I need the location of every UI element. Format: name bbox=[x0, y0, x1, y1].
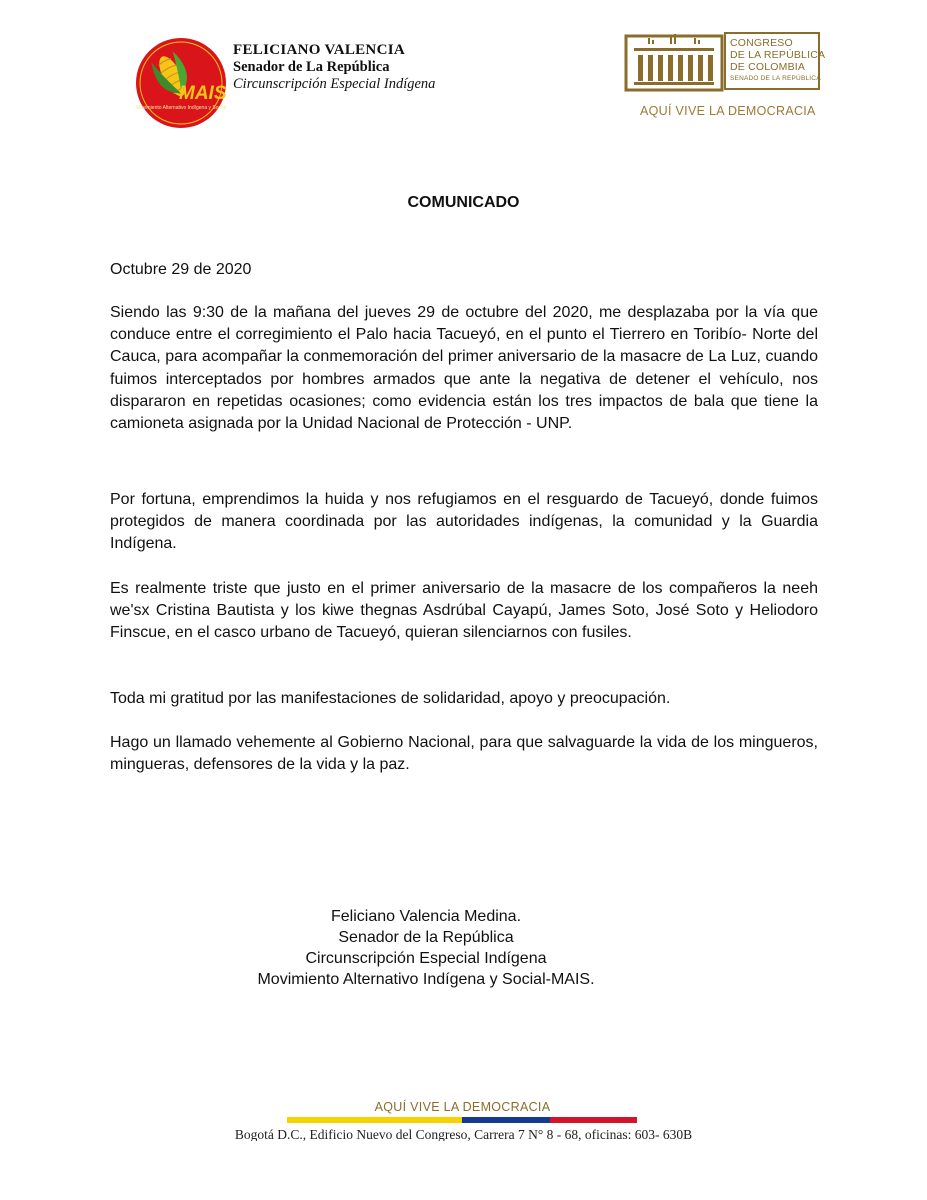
sender-block bbox=[233, 42, 435, 93]
signature-role: Senador de la República bbox=[338, 929, 514, 946]
signature-movement: Movimiento Alternativo Indígena y Social-MAIS. bbox=[257, 971, 595, 988]
congreso-line-3: DE COLOMBIA bbox=[730, 61, 806, 73]
paragraph-2: Por fortuna, emprendimos la huida y nos refugiamos en el resguardo de Tacueyó, donde fuimos protegidos de manera coordinada por las autoridades indígenas, la comunidad y la Guardia Indígena. bbox=[110, 491, 818, 553]
sender-name: FELICIANO VALENCIA bbox=[233, 42, 405, 58]
signature-district: Circunscripción Especial Indígena bbox=[305, 950, 547, 967]
svg-text:Movimiento Alternativo Indígen: Movimiento Alternativo Indígena y Social bbox=[135, 105, 227, 111]
sender-role: Senador de La República bbox=[233, 59, 390, 75]
document-title: COMUNICADO bbox=[407, 194, 520, 211]
sender-district: Circunscripción Especial Indígena bbox=[233, 76, 436, 92]
congreso-line-2: DE LA REPÚBLICA bbox=[730, 49, 826, 61]
document-date: Octubre 29 de 2020 bbox=[110, 261, 252, 278]
signature-block bbox=[0, 906, 927, 990]
svg-text:MAIS: MAIS bbox=[179, 83, 227, 104]
footer-address: Bogotá D.C., Edificio Nuevo del Congreso, Carrera 7 N° 8 - 68, oficinas: 603- 630B bbox=[234, 1127, 693, 1141]
congreso-line-4: SENADO DE LA REPÚBLICA bbox=[730, 75, 821, 82]
paragraph-1: Siendo las 9:30 de la mañana del jueves 29 de octubre del 2020, me desplazaba por la vía que conduce entre el corregimiento el Palo hacia Tacueyó, en el punto el Tierrero en Toribío- Norte del Cauca, para acompañar la conmemoración del primer aniversario de la masacre de La Luz, cuando fuimos interceptados por hombres armados que ante la negativa de detener el vehículo, nos dispararon en repetidas ocasiones; como evidencia están los tres impactos de bala que tiene la camioneta asignada por la Unidad Nacional de Protección - UNP. bbox=[110, 304, 818, 433]
paragraph-4: Toda mi gratitud por las manifestaciones de solidaridad, apoyo y preocupación. bbox=[110, 690, 671, 707]
paragraph-3: Es realmente triste que justo en el primer aniversario de la masacre de los compañeros la neeh we'sx Cristina Bautista y los kiwe thegnas Asdrúbal Cayapú, James Soto, José Soto y Heliodoro Finscue, en el casco urbano de Tacueyó, quieran silenciarnos con fusiles. bbox=[110, 580, 818, 642]
signature-name: Feliciano Valencia Medina. bbox=[330, 908, 522, 925]
footer-motto: AQUÍ VIVE LA DEMOCRACIA bbox=[374, 1100, 551, 1114]
header-motto: AQUÍ VIVE LA DEMOCRACIA bbox=[640, 104, 816, 118]
mais-logo bbox=[135, 37, 227, 129]
paragraph-5: Hago un llamado vehemente al Gobierno Nacional, para que salvaguarde la vida de los mingueros, mingueras, defensores de la vida y la paz. bbox=[110, 734, 818, 774]
congreso-name bbox=[730, 37, 825, 85]
flag-divider bbox=[287, 1117, 637, 1123]
congreso-line-1: CONGRESO bbox=[730, 37, 793, 49]
